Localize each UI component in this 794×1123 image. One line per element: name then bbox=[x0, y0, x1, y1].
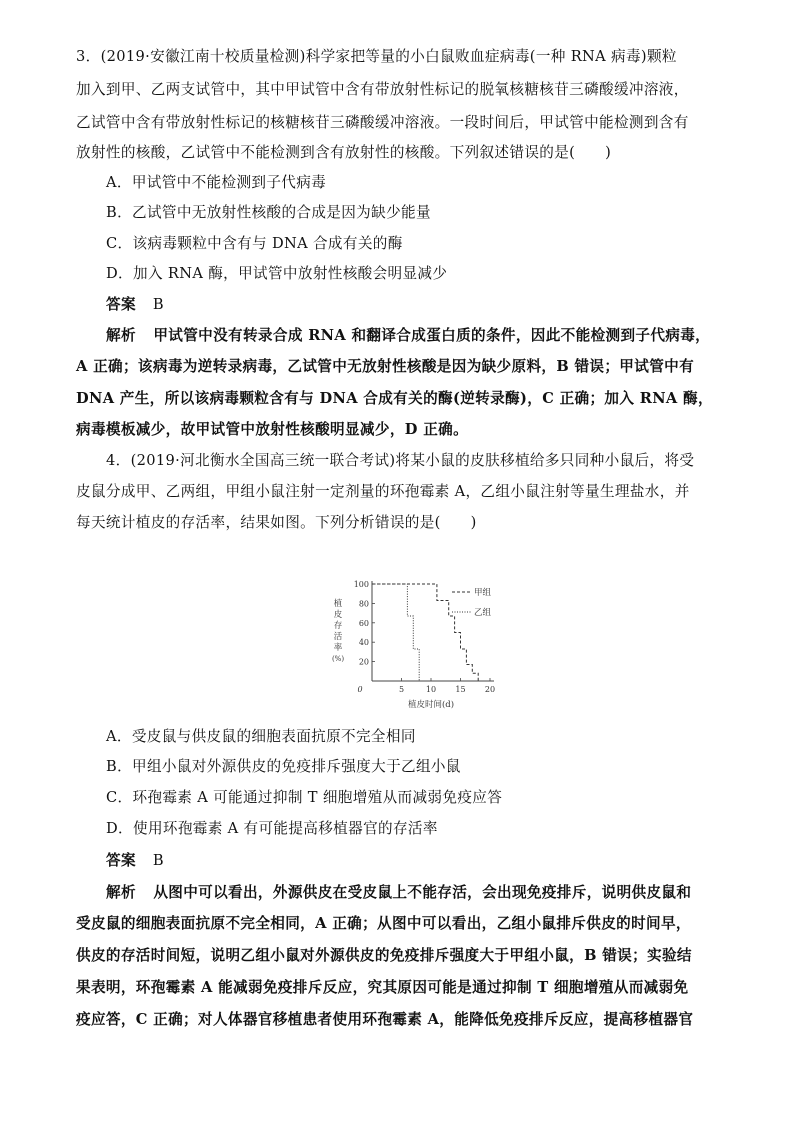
x-tick-label: 10 bbox=[425, 685, 437, 694]
q4-stem-line-2: 皮鼠分成甲、乙两组，甲组小鼠注射一定剂量的环孢霉素 A，乙组小鼠注射等量生理盐水，并 bbox=[76, 483, 690, 500]
y-tick-label: 80 bbox=[358, 599, 369, 609]
q3-answer-label: 答案 bbox=[106, 296, 136, 313]
q4-option-b: B．甲组小鼠对外源供皮的免疫排斥强度大于乙组小鼠 bbox=[106, 758, 461, 775]
q3-analysis-line-1 bbox=[106, 326, 766, 346]
q4-answer-label: 答案 bbox=[106, 852, 136, 869]
q4-option-a: A．受皮鼠与供皮鼠的细胞表面抗原不完全相同 bbox=[106, 728, 416, 745]
q3-analysis-line-4: 病毒模板减少，故甲试管中放射性核酸明显减少，D 正确。 bbox=[76, 421, 469, 438]
q4-analysis-line-3: 供皮的存活时间短，说明乙组小鼠对外源供皮的免疫排斥强度大于甲组小鼠，B 错误；实验结 bbox=[76, 947, 692, 964]
q4-answer-value: B bbox=[152, 852, 164, 869]
q4-analysis-line-2: 受皮鼠的细胞表面抗原不完全相同，A 正确；从图中可以看出，乙组小鼠排斥供皮的时间早， bbox=[76, 915, 691, 932]
x-tick-label: 20 bbox=[484, 685, 496, 694]
q3-option-b: B．乙试管中无放射性核酸的合成是因为缺少能量 bbox=[106, 204, 431, 221]
q3-analysis-text-1: 甲试管中没有转录合成 RNA 和翻译合成蛋白质的条件，因此不能检测到子代病毒， bbox=[153, 327, 711, 344]
x-tick-label: 5 bbox=[398, 685, 405, 694]
q4-analysis-line-4: 果表明，环孢霉素 A 能减弱免疫排斥反应，究其原因可能是通过抑制 T 细胞增殖从而减弱免 bbox=[76, 979, 689, 996]
q4-analysis-line-5: 疫应答，C 正确；对人体器官移植患者使用环孢霉素 A，能降低免疫排斥反应，提高移植器官 bbox=[76, 1011, 694, 1028]
x-tick-label: 0 bbox=[357, 685, 363, 694]
q3-option-c: C．该病毒颗粒中含有与 DNA 合成有关的酶 bbox=[106, 235, 403, 252]
series-line-yi bbox=[372, 584, 419, 681]
q3-answer bbox=[106, 295, 766, 315]
y-axis-label-char: 存 bbox=[333, 621, 343, 631]
y-tick-label: 100 bbox=[353, 580, 369, 589]
y-tick-label: 60 bbox=[358, 618, 369, 628]
q4-option-c: C．环孢霉素 A 可能通过抑制 T 细胞增殖从而减弱免疫应答 bbox=[106, 789, 503, 806]
legend-label: 甲组 bbox=[474, 588, 492, 598]
q4-analysis-text-1: 从图中可以看出，外源供皮在受皮鼠上不能存活，会出现免疫排斥，说明供皮鼠和 bbox=[153, 884, 692, 901]
x-axis-label: 植皮时间(d) bbox=[407, 700, 455, 710]
q4-answer bbox=[106, 851, 766, 871]
q3-answer-value: B bbox=[152, 296, 164, 313]
y-tick-label: 40 bbox=[358, 638, 369, 648]
q4-option-d: D．使用环孢霉素 A 有可能提高移植器官的存活率 bbox=[106, 820, 438, 837]
y-tick-label: 20 bbox=[358, 657, 369, 667]
q4-analysis-label: 解析 bbox=[106, 884, 136, 901]
series-line-jia bbox=[372, 584, 478, 681]
q3-analysis-line-3: DNA 产生，所以该病毒颗粒含有与 DNA 合成有关的酶(逆转录酶)，C 正确；加入 RNA 酶， bbox=[76, 390, 713, 407]
y-axis-label-char: 植 bbox=[333, 599, 343, 609]
q3-stem-line-4: 放射性的核酸，乙试管中不能检测到含有放射性的核酸。下列叙述错误的是( ) bbox=[76, 144, 612, 161]
q3-analysis-line-2: A 正确；该病毒为逆转录病毒，乙试管中无放射性核酸是因为缺少原料，B 错误；甲试管中有 bbox=[76, 358, 695, 375]
q4-stem-line-1: 4．(2019·河北衡水全国高三统一联合考试)将某小鼠的皮肤移植给多只同种小鼠后，将受 bbox=[106, 452, 695, 469]
q4-analysis-line-1 bbox=[106, 883, 766, 903]
q3-analysis-label: 解析 bbox=[106, 327, 136, 344]
q4-stem-line-3: 每天统计植皮的存活率，结果如图。下列分析错误的是( ) bbox=[76, 514, 477, 531]
survival-rate-chart bbox=[320, 574, 510, 712]
y-axis-label-char: (%) bbox=[331, 655, 345, 663]
y-axis-label-char: 活 bbox=[333, 632, 343, 642]
q3-option-d: D．加入 RNA 酶，甲试管中放射性核酸会明显减少 bbox=[106, 265, 448, 282]
q3-stem-line-2: 加入到甲、乙两支试管中，其中甲试管中含有带放射性标记的脱氧核糖核苷三磷酸缓冲溶液， bbox=[76, 81, 689, 98]
x-tick-label: 15 bbox=[455, 685, 466, 694]
q3-option-a: A．甲试管中不能检测到子代病毒 bbox=[106, 174, 327, 191]
legend-label: 乙组 bbox=[474, 608, 492, 618]
q3-stem-line-1: 3．(2019·安徽江南十校质量检测)科学家把等量的小白鼠败血症病毒(一种 RNA 病毒)颗粒 bbox=[76, 48, 677, 65]
y-axis-label-char: 皮 bbox=[333, 610, 343, 620]
y-axis-label-char: 率 bbox=[333, 643, 343, 653]
q3-stem-line-3: 乙试管中含有带放射性标记的核糖核苷三磷酸缓冲溶液。一段时间后，甲试管中能检测到含有 bbox=[76, 114, 689, 131]
